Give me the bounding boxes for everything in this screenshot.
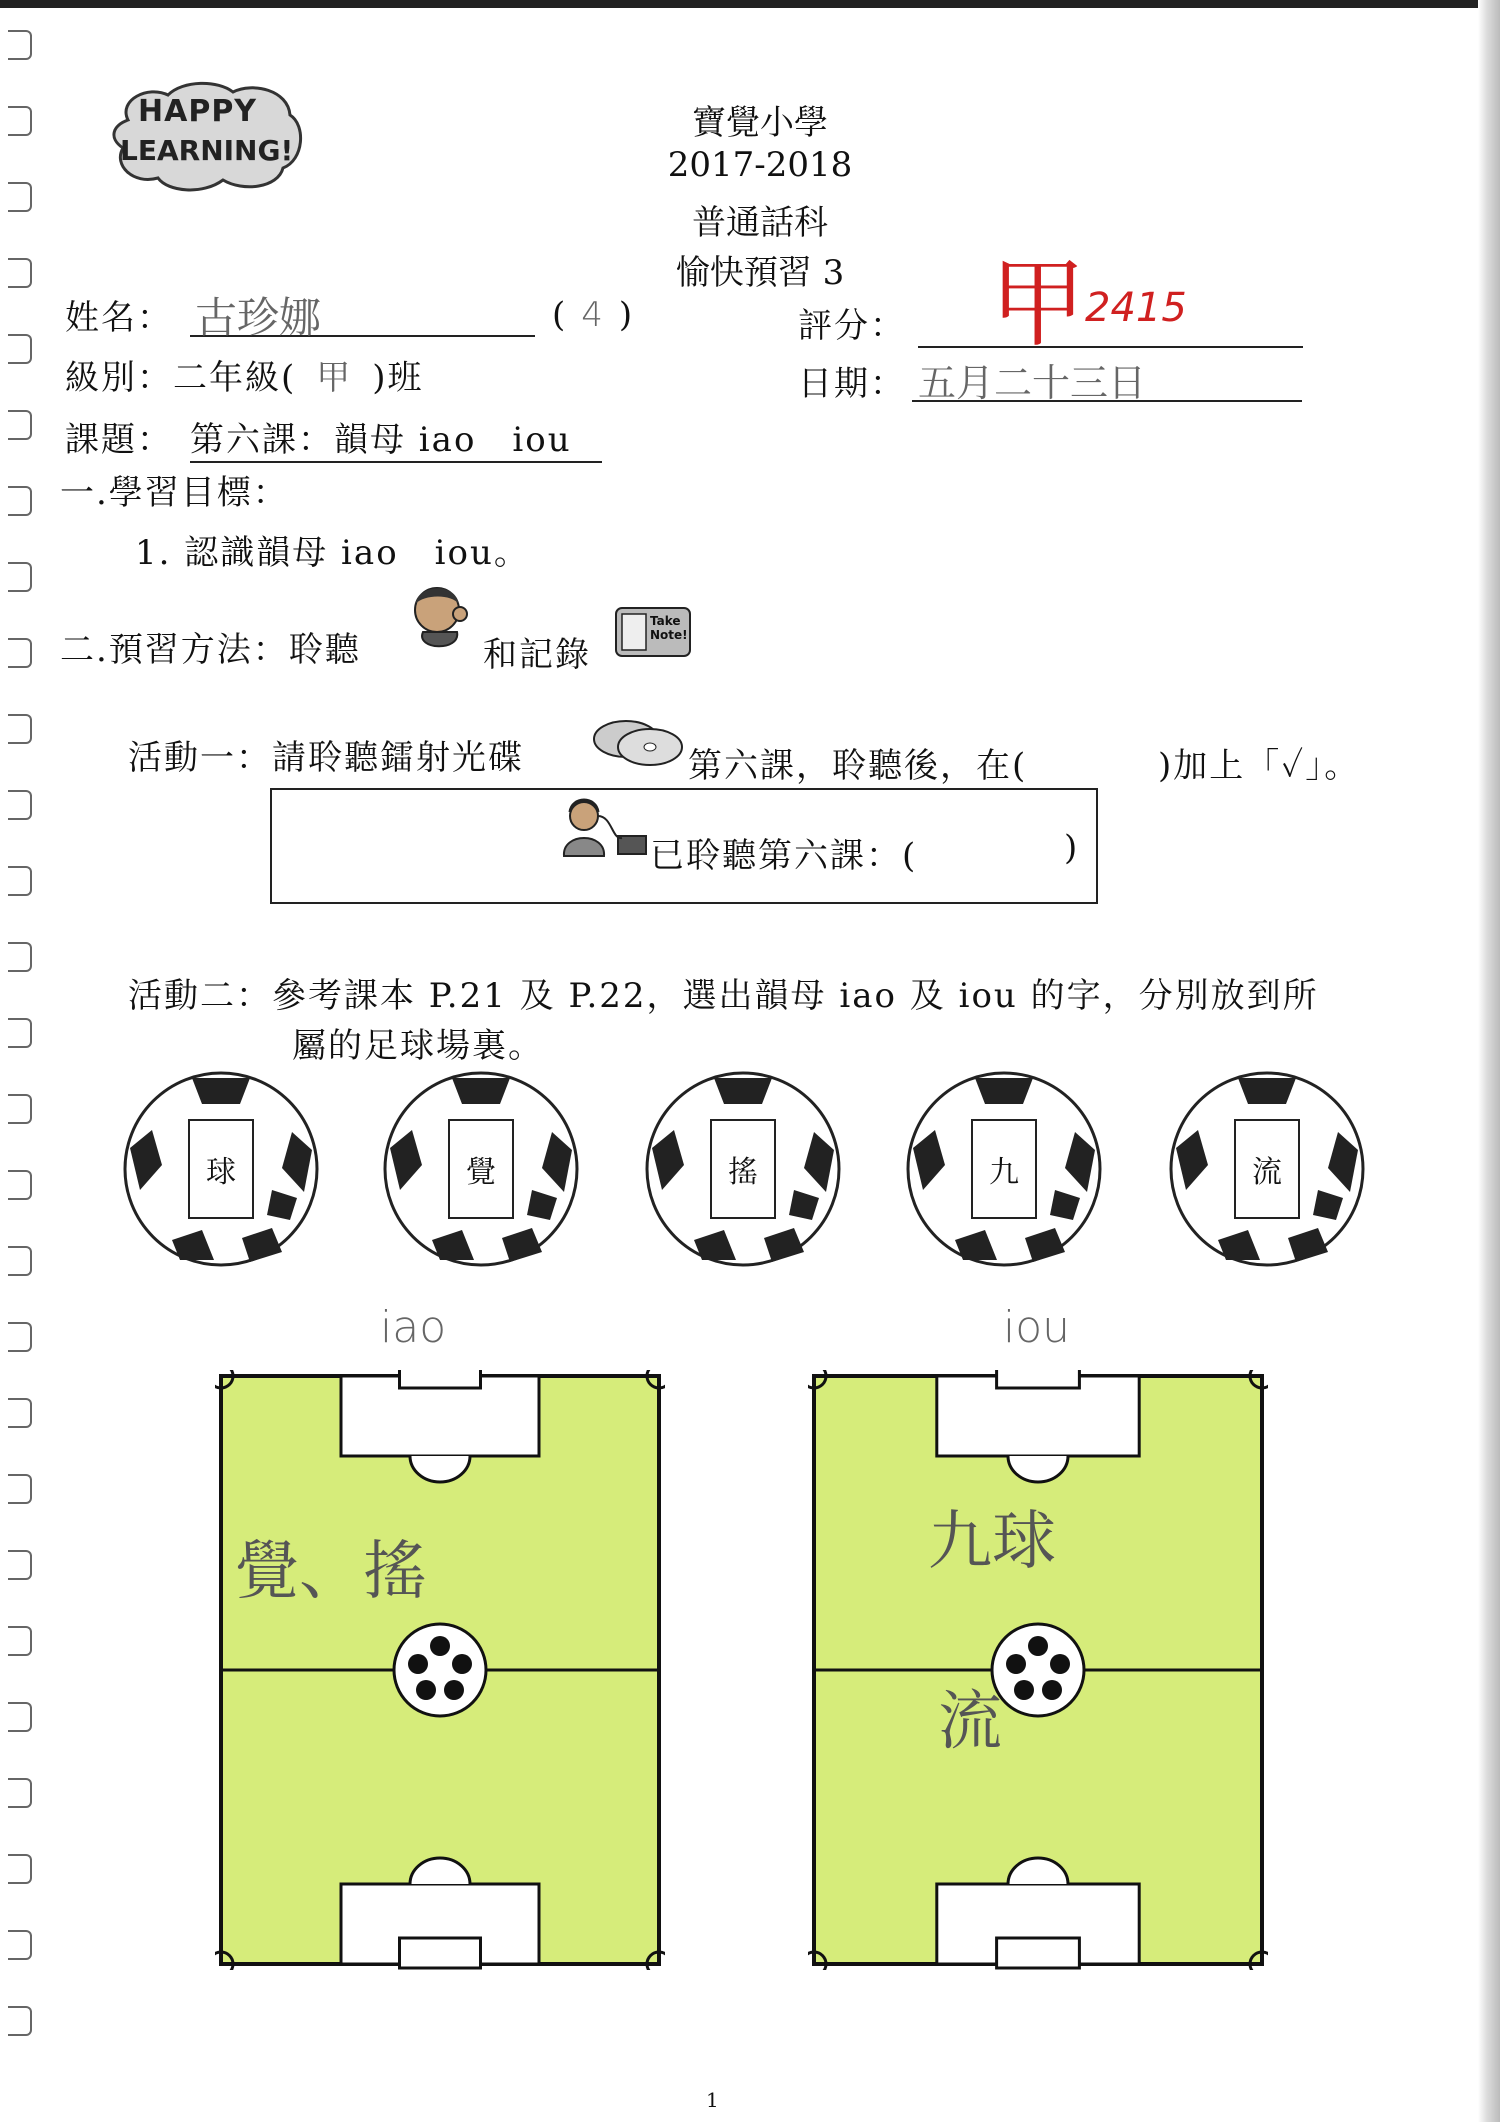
- topic-value: 第六課：韻母 iao iou: [190, 412, 602, 463]
- topic-label: 課題：: [65, 420, 173, 460]
- binder-holes: [0, 0, 40, 2122]
- binder-hole: [8, 1702, 32, 1732]
- name-label: 姓名：: [65, 298, 173, 338]
- and-record-text: 和記錄: [483, 635, 591, 675]
- pitch-label-iao: iao: [380, 1302, 447, 1353]
- football-pitch-iou: [808, 1370, 1268, 1970]
- binder-hole: [8, 410, 32, 440]
- binder-hole: [8, 2006, 32, 2036]
- pitch-iao-words: 覺、搖: [235, 1535, 427, 1609]
- binder-hole: [8, 942, 32, 972]
- binder-hole: [8, 258, 32, 288]
- school-year: 2017-2018: [667, 145, 853, 185]
- activity1-text-b: 第六課，聆聽後，在(: [688, 746, 1028, 786]
- binder-hole: [8, 638, 32, 668]
- page-number: 1: [706, 2088, 719, 2112]
- pitch-iou-word-1: 九球: [928, 1505, 1056, 1579]
- date-value: 五月二十三日: [918, 361, 1147, 405]
- soccer-ball-card: [905, 1070, 1103, 1268]
- binder-hole: [8, 866, 32, 896]
- score-value: 甲: [990, 248, 1086, 360]
- centre-ball-icon: [992, 1624, 1084, 1716]
- activity2-line1: 活動二：參考課本 P.21 及 P.22，選出韻母 iao 及 iou 的字，分別放到所: [128, 976, 1319, 1016]
- date-label: 日期：: [798, 364, 906, 404]
- binder-hole: [8, 1474, 32, 1504]
- listened-box-close: ): [1064, 828, 1080, 868]
- listening-boy-icon: [405, 580, 473, 662]
- binder-hole: [8, 1854, 32, 1884]
- binder-hole: [8, 1626, 32, 1656]
- page-stack-edge: [1478, 0, 1500, 2122]
- score-note: 2415: [1085, 285, 1187, 331]
- ball-character: 球: [188, 1119, 254, 1219]
- score-label: 評分：: [798, 306, 906, 346]
- class-number: ( 4 ): [552, 295, 635, 335]
- binder-hole: [8, 1398, 32, 1428]
- binder-hole: [8, 1246, 32, 1276]
- football-pitch-iao: [215, 1370, 665, 1970]
- activity2-line2: 屬的足球場裏。: [292, 1026, 544, 1066]
- logo-line1: HAPPY: [138, 94, 258, 129]
- soccer-ball-card: [1168, 1070, 1366, 1268]
- binder-hole: [8, 1322, 32, 1352]
- name-field: [190, 285, 535, 342]
- activity1-text-a: 活動一：請聆聽鐳射光碟: [128, 738, 524, 778]
- binder-hole: [8, 1018, 32, 1048]
- grade-row: 級別：二年級( 甲 )班: [65, 358, 424, 398]
- take-note-label: Take Note!: [650, 614, 688, 642]
- scan-top-edge: [0, 0, 1500, 8]
- binder-hole: [8, 106, 32, 136]
- soccer-ball-card: [382, 1070, 580, 1268]
- binder-hole: [8, 1550, 32, 1580]
- ball-character: 流: [1234, 1119, 1300, 1219]
- logo-line2: LEARNING!: [120, 134, 294, 167]
- pitch-label-iou: iou: [1003, 1302, 1071, 1353]
- section1-item: 1. 認識韻母 iao iou。: [135, 533, 530, 573]
- take-note-icon: [612, 602, 694, 660]
- binder-hole: [8, 182, 32, 212]
- soccer-ball-card: [644, 1070, 842, 1268]
- binder-hole: [8, 486, 32, 516]
- binder-hole: [8, 1094, 32, 1124]
- school-name: 寶覺小學: [692, 103, 828, 143]
- pitch-iou-word-2: 流: [938, 1685, 1002, 1759]
- binder-hole: [8, 1170, 32, 1200]
- subject: 普通話科: [692, 203, 828, 243]
- binder-hole: [8, 714, 32, 744]
- listening-child-icon: [552, 796, 652, 866]
- binder-hole: [8, 334, 32, 364]
- binder-hole: [8, 1930, 32, 1960]
- activity1-text-c: )加上「✓」。: [1158, 746, 1361, 786]
- section1-heading: 一.學習目標：: [60, 473, 289, 513]
- happy-learning-logo: [108, 80, 308, 195]
- centre-ball-icon: [394, 1624, 486, 1716]
- listened-box: [270, 788, 1098, 904]
- section2-heading: 二.預習方法：聆聽: [60, 630, 361, 670]
- binder-hole: [8, 1778, 32, 1808]
- name-value: 古珍娜: [195, 293, 322, 342]
- binder-hole: [8, 562, 32, 592]
- ball-character: 九: [971, 1119, 1037, 1219]
- worksheet-title: 愉快預習 3: [675, 253, 845, 293]
- date-field: [912, 350, 1302, 405]
- ball-character: 覺: [448, 1119, 514, 1219]
- ball-character: 搖: [710, 1119, 776, 1219]
- soccer-ball-card: [122, 1070, 320, 1268]
- binder-hole: [8, 790, 32, 820]
- listened-box-text: 已聆聽第六課：(: [650, 836, 918, 876]
- cd-icon: [592, 715, 684, 769]
- binder-hole: [8, 30, 32, 60]
